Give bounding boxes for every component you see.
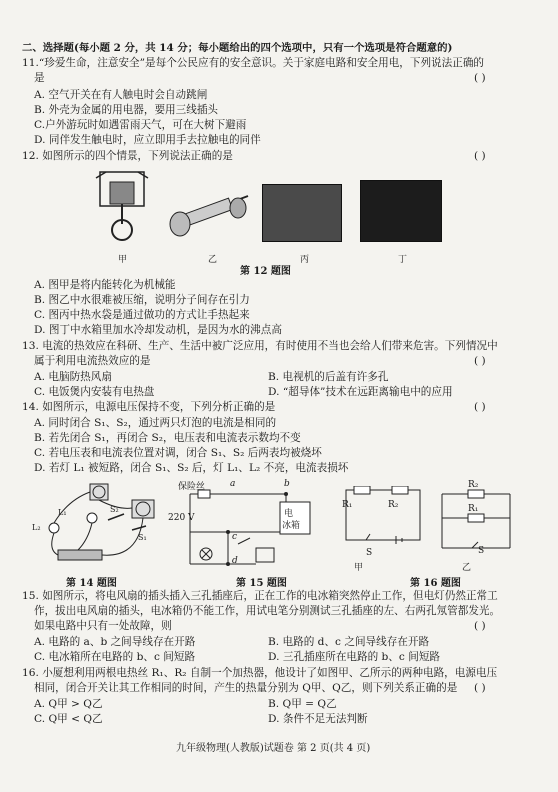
- q15-caption: 第 15 题图: [236, 578, 287, 589]
- q12-option-d: D. 图丁中水箱里加水冷却发动机，是因为水的沸点高: [34, 324, 282, 336]
- q15-voltage-label: 220 V: [168, 513, 195, 523]
- q16-option-b: B. Q甲 = Q乙: [268, 698, 337, 710]
- q12-stem: 12. 如图所示的四个情景，下列说法正确的是: [22, 150, 233, 162]
- q11-stem: 11.“珍爱生命，注意安全”是每个公民应有的安全意识。关于家庭电路和安全用电，下列说法正确的: [22, 57, 485, 69]
- q13-answer-paren: ( ): [474, 355, 486, 367]
- q16-stem: 16. 小厦想利用两根电热丝 R₁、R₂ 自制一个加热器，他设计了如图甲、乙所示的两种电路，电源电压: [22, 667, 498, 679]
- q15-stem: 15. 如图所示，将电风扇的插头插入三孔插座后，正在工作的电冰箱突然停止工作，但电灯仍然正常工: [22, 590, 498, 602]
- q11-option-a: A. 空气开关在有人触电时会自动跳闸: [34, 89, 208, 101]
- q15-fuse-label: 保险丝: [178, 482, 206, 492]
- q16-circuit-jia: [336, 486, 428, 556]
- q16-jia-r2: R₂: [388, 500, 399, 510]
- q15-point-c: c: [232, 532, 238, 542]
- q14-option-c: C. 若电压表和电流表位置对调，闭合 S₁、S₂ 后两表均被烧坏: [34, 447, 322, 459]
- q15-point-a: a: [230, 479, 236, 489]
- q15-fridge-label-1: 电: [284, 509, 294, 519]
- q13-option-c: C. 电饭煲内安装有电热盘: [34, 386, 155, 398]
- q16-yi-switch: S: [478, 546, 485, 556]
- q16-circuit-yi: [436, 484, 516, 562]
- q16-caption: 第 16 题图: [410, 578, 461, 589]
- q15-fridge-label-2: 冰箱: [282, 521, 301, 531]
- q14-answer-paren: ( ): [474, 401, 486, 413]
- q16-option-d: D. 条件不足无法判断: [268, 713, 368, 725]
- q12-option-a: A. 图甲是将内能转化为机械能: [34, 279, 176, 291]
- q11-option-d: D. 同伴发生触电时，应立即用手去拉触电的同伴: [34, 134, 261, 146]
- q15-circuit-figure: [176, 484, 336, 568]
- page-footer: 九年级物理(人教版)试题卷 第 2 页(共 4 页): [176, 743, 371, 754]
- q13-option-b: B. 电视机的后盖有许多孔: [268, 371, 389, 383]
- q11-option-c: C.户外游玩时如遇雷雨天气，可在大树下避雨: [34, 119, 247, 131]
- q16-answer-paren: ( ): [474, 682, 486, 694]
- q14-caption: 第 14 题图: [66, 578, 117, 589]
- q14-option-d: D. 若灯 L₁ 被短路，闭合 S₁、S₂ 后，灯 L₁、L₂ 不亮，电流表损坏: [34, 462, 349, 474]
- q12-engine-figure: [92, 168, 152, 248]
- q15-option-d: D. 三孔插座所在电路的 b、c 间短路: [268, 651, 441, 663]
- q16-yi-r2: R₂: [468, 480, 479, 490]
- svg-text:S₁: S₁: [138, 533, 147, 542]
- q14-option-a: A. 同时闭合 S₁、S₂，通过两只灯泡的电流是相同的: [34, 417, 277, 429]
- q11-answer-paren: ( ): [474, 72, 486, 84]
- q16-jia-r1: R₁: [342, 500, 353, 510]
- q12-syringe-figure: [168, 190, 250, 240]
- q12-label-ding: 丁: [398, 255, 408, 265]
- q12-label-bing: 丙: [300, 255, 310, 265]
- q14-stem: 14. 如图所示，电源电压保持不变，下列分析正确的是: [22, 401, 276, 413]
- q15-option-c: C. 电冰箱所在电路的 b、c 间短路: [34, 651, 196, 663]
- q12-hot-water-bag-photo: [262, 184, 342, 242]
- svg-text:S₂: S₂: [110, 505, 119, 514]
- q15-answer-paren: ( ): [474, 620, 486, 632]
- q16-option-a: A. Q甲 > Q乙: [34, 698, 103, 710]
- q15-point-b: b: [284, 479, 290, 489]
- q12-option-b: B. 图乙中水很难被压缩，说明分子间存在引力: [34, 294, 250, 306]
- q12-answer-paren: ( ): [474, 150, 486, 162]
- q13-stem-2: 属于利用电流热效应的是: [34, 355, 151, 367]
- q14-option-b: B. 若先闭合 S₁，再闭合 S₂，电压表和电流表示数均不变: [34, 432, 301, 444]
- q15-stem-2: 作，拔出电风扇的插头，电冰箱仍不能工作，用试电笔分别测试三孔插座的左、右两孔氖管都发光。: [34, 605, 501, 617]
- q12-label-yi: 乙: [208, 255, 218, 265]
- q13-option-a: A. 电脑防热风扇: [34, 371, 112, 383]
- q12-option-c: C. 图丙中热水袋是通过做功的方式让手热起来: [34, 309, 250, 321]
- q15-option-b: B. 电路的 d、c 之间导线存在开路: [268, 636, 430, 648]
- q16-label-jia: 甲: [354, 563, 364, 573]
- q14-circuit-figure: [28, 480, 168, 570]
- q16-stem-2: 相同，闭合开关让其工作相同的时间，产生的热量分别为 Q甲、Q乙，则下列关系正确的是: [34, 682, 458, 694]
- q16-option-c: C. Q甲 < Q乙: [34, 713, 103, 725]
- q13-stem: 13. 电流的热效应在科研、生产、生活中被广泛应用，有时使用不当也会给人们带来危害。下列情况中: [22, 340, 498, 352]
- svg-text:L₁: L₁: [58, 508, 67, 517]
- q11-option-b: B. 外壳为金属的用电器，要用三线插头: [34, 104, 219, 116]
- q15-stem-3: 如果电路中只有一处故障，则: [34, 620, 172, 632]
- q15-option-a: A. 电路的 a、b 之间导线存在开路: [34, 636, 196, 648]
- q12-label-jia: 甲: [118, 255, 128, 265]
- svg-text:L₂: L₂: [32, 523, 41, 532]
- q13-option-d: D. “超导体”技术在远距离输电中的应用: [268, 386, 453, 398]
- q16-yi-r1: R₁: [468, 504, 479, 514]
- q12-engine-photo: [360, 180, 442, 242]
- section-header: 二、选择题(每小题 2 分，共 14 分；每小题给出的四个选项中，只有一个选项是符合题意的): [22, 42, 453, 54]
- q12-caption: 第 12 题图: [240, 266, 291, 277]
- q16-label-yi: 乙: [462, 563, 472, 573]
- q16-jia-switch: S: [366, 548, 373, 558]
- q15-point-d: d: [232, 556, 238, 566]
- q11-stem-2: 是: [34, 72, 45, 84]
